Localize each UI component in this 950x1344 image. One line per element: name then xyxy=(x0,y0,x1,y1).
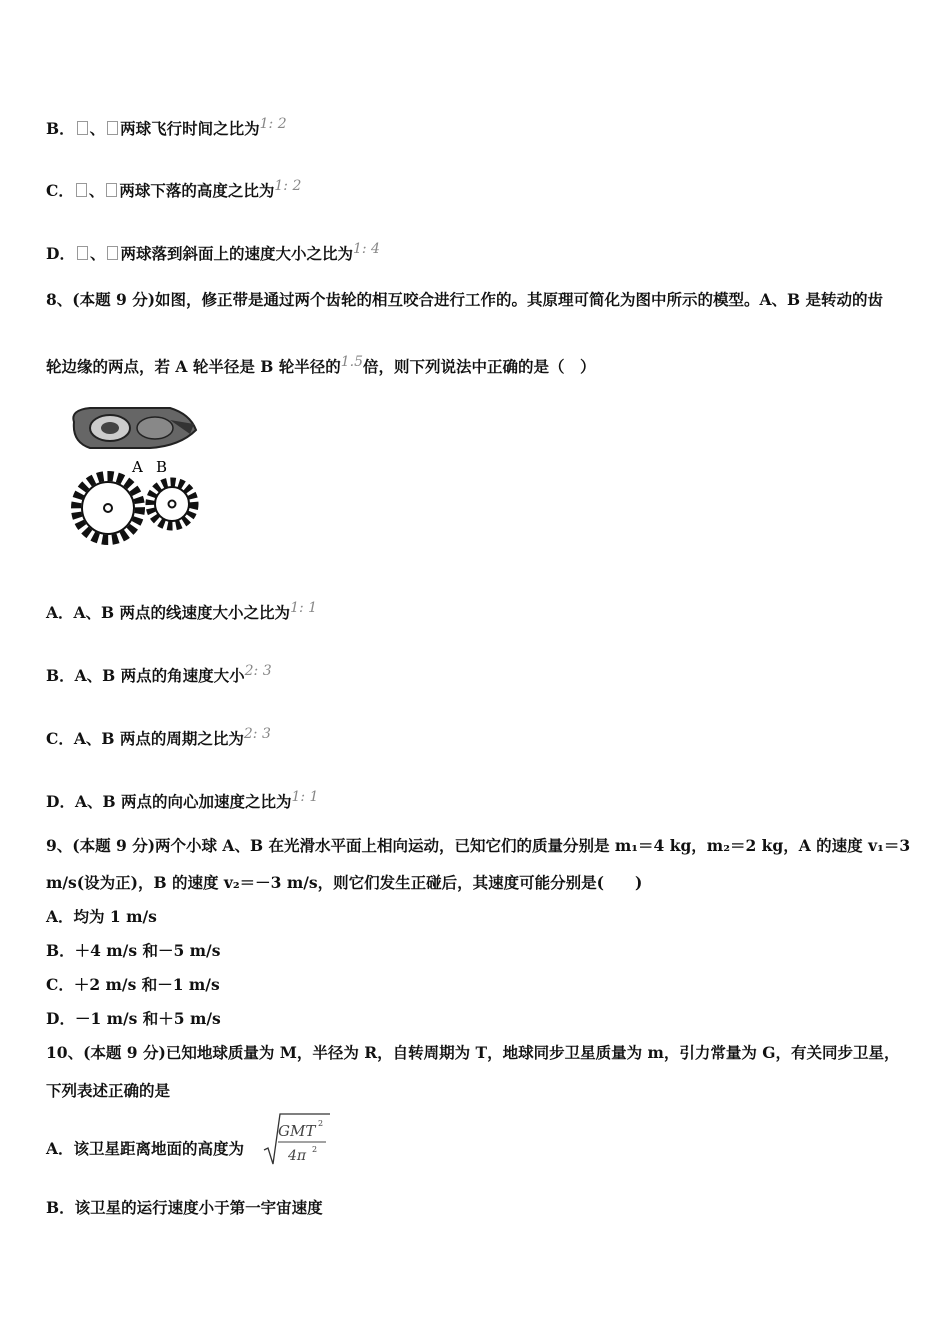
q7-option-b: B． 、 两球飞行时间之比为1: 2 xyxy=(46,116,287,138)
q9-option-d: D．－1 m/s 和＋5 m/s xyxy=(46,1009,221,1028)
q10-stem-line2: 下列表述正确的是 xyxy=(46,1081,171,1100)
q10-option-a: A．该卫星距离地面的高度为 xyxy=(46,1139,245,1158)
label-b: B xyxy=(156,458,168,476)
small-gear xyxy=(150,482,194,526)
q8-stem-line1: 8、(本题 9 分)如图，修正带是通过两个齿轮的相互咬合进行工作的。其原理可简化为图中所示的模型。A、B 是转动的齿 xyxy=(46,290,884,309)
ratio-value: 2: 3 xyxy=(244,663,272,679)
q7-option-d: D． 、 两球落到斜面上的速度大小之比为1: 4 xyxy=(46,241,380,263)
q10-option-b: B．该卫星的运行速度小于第一宇宙速度 xyxy=(46,1198,323,1217)
label-a: A xyxy=(132,458,143,476)
q7-option-c: C． 、 两球下落的高度之比为1: 2 xyxy=(46,178,302,200)
q8-option-c: C．A、B 两点的周期之比为2: 3 xyxy=(46,726,271,748)
gear-figure xyxy=(60,402,210,557)
ratio-value: 2: 3 xyxy=(243,726,271,742)
q9-option-b: B．＋4 m/s 和－5 m/s xyxy=(46,941,221,960)
sqrt-formula xyxy=(262,1110,332,1168)
q8-option-d: D．A、B 两点的向心加速度之比为1: 1 xyxy=(46,789,319,811)
q9-option-c: C．＋2 m/s 和－1 m/s xyxy=(46,975,220,994)
radius-factor: 1.5 xyxy=(340,354,363,370)
ratio-value: 1: 2 xyxy=(259,116,287,132)
formula-denominator: 4π xyxy=(288,1148,307,1164)
q8-option-b: B．A、B 两点的角速度大小2: 3 xyxy=(46,663,272,685)
q9-option-a: A．均为 1 m/s xyxy=(46,907,157,926)
q9-stem-line1: 9、(本题 9 分)两个小球 A、B 在光滑水平面上相向运动，已知它们的质量分别是 m₁＝4 kg，m₂＝2 kg，A 的速度 v₁＝3 xyxy=(46,836,911,855)
formula-denominator-exp: 2 xyxy=(312,1145,318,1154)
ratio-value: 1: 4 xyxy=(352,241,380,257)
q9-stem-line2: m/s(设为正)，B 的速度 v₂＝－3 m/s，则它们发生正碰后，其速度可能分别是( ) xyxy=(46,873,643,892)
q8-stem-line2: 轮边缘的两点，若 A 轮半径是 B 轮半径的1.5倍，则下列说法中正确的是（ ） xyxy=(46,354,596,376)
q8-option-a: A．A、B 两点的线速度大小之比为1: 1 xyxy=(46,600,318,622)
correction-tape-icon xyxy=(73,408,196,448)
formula-numerator-exp: 2 xyxy=(318,1119,324,1128)
q10-stem-line1: 10、(本题 9 分)已知地球质量为 M，半径为 R，自转周期为 T，地球同步卫星质量为 m，引力常量为 G，有关同步卫星， xyxy=(46,1043,900,1062)
formula-numerator: GMT xyxy=(278,1122,316,1140)
big-gear xyxy=(76,476,140,540)
ratio-value: 1: 2 xyxy=(274,178,302,194)
ratio-value: 1: 1 xyxy=(291,789,319,805)
ratio-value: 1: 1 xyxy=(290,600,318,616)
